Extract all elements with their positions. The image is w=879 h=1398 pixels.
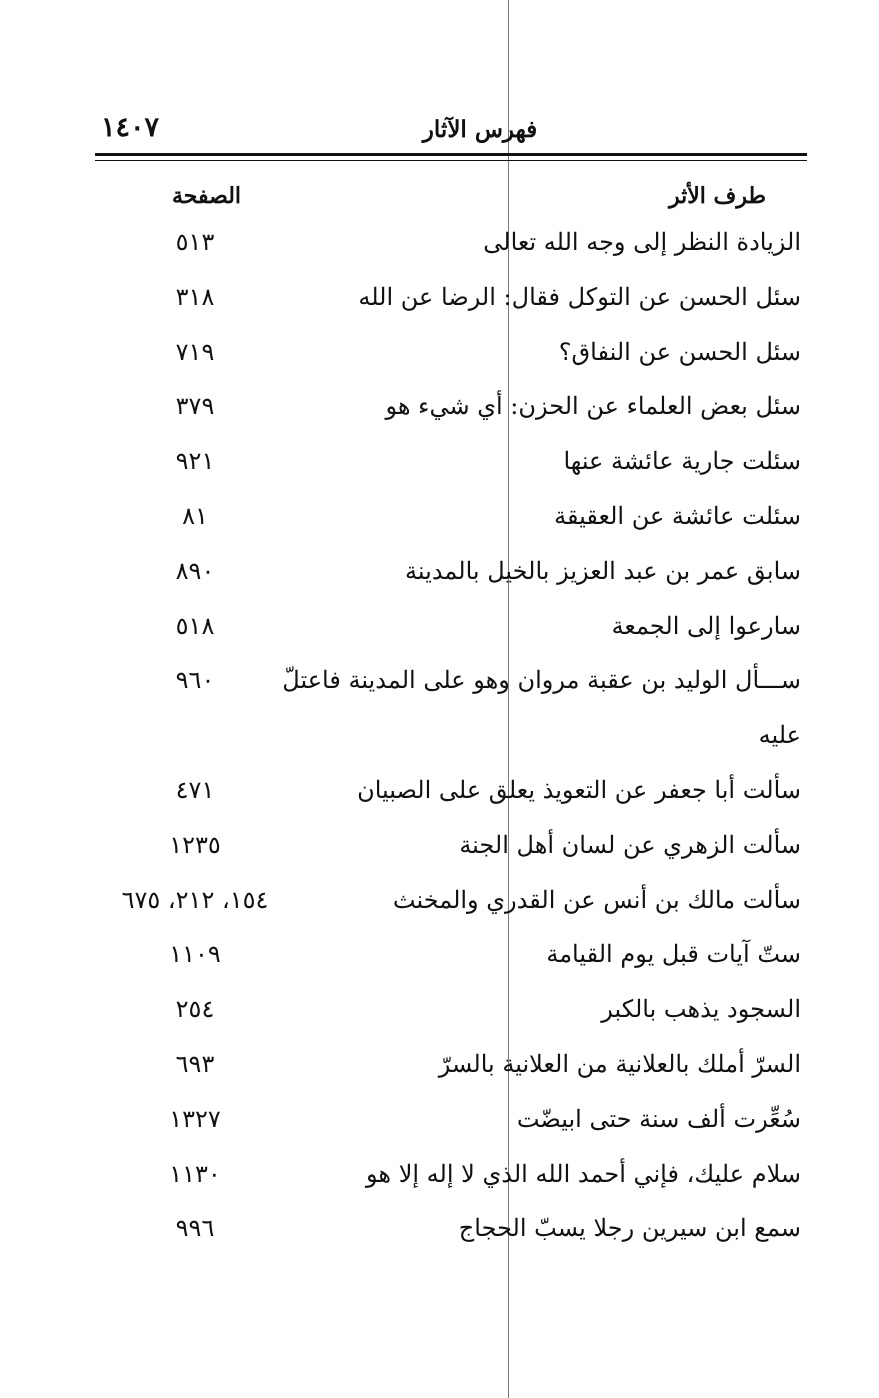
- entry-pages: ٧١٩: [175, 337, 215, 366]
- index-row: [95, 1150, 807, 1205]
- entry-pages: ٩٢١: [175, 447, 215, 476]
- index-row: [95, 602, 807, 657]
- entry-pages: ٢٥٤: [175, 995, 215, 1024]
- running-title: فهرس الآثار: [422, 116, 538, 143]
- entry-text: سئلت جارية عائشة عنها: [563, 447, 801, 476]
- index-row: [95, 656, 807, 711]
- entry-column-heading: طرف الأثر: [668, 183, 766, 209]
- entry-pages: ١١٣٠: [169, 1159, 221, 1188]
- entry-pages: ٨٩٠: [175, 556, 215, 585]
- entry-pages: ١١٠٩: [169, 940, 221, 969]
- index-row: [95, 930, 807, 985]
- entry-text: السجود يذهب بالكبر: [601, 995, 801, 1024]
- entry-text: الزيادة النظر إلى وجه الله تعالى: [483, 228, 801, 256]
- entry-pages: ٤٧١: [175, 775, 215, 804]
- entry-text: عليه: [758, 721, 801, 750]
- entry-pages: ٩٩٦: [175, 1214, 215, 1243]
- entry-text: سمع ابن سيرين رجلا يسبّ الحجاج: [458, 1214, 801, 1243]
- entry-pages: ٥١٣: [175, 228, 215, 256]
- header-rule-thick: [95, 153, 807, 156]
- entry-text: سُعِّرت ألف سنة حتى ابيضّت: [516, 1104, 801, 1133]
- index-row: [95, 328, 807, 383]
- entry-pages: ٣١٨: [175, 282, 215, 311]
- header-rule-thin: [95, 160, 807, 161]
- index-row: [95, 1204, 807, 1259]
- index-row: [95, 437, 807, 492]
- entry-text: سئل الحسن عن التوكل فقال: الرضا عن الله: [358, 282, 801, 311]
- entry-pages: ١٢٣٥: [169, 830, 221, 859]
- index-row: [95, 273, 807, 328]
- index-row: [95, 382, 807, 437]
- entry-text: ســـأل الوليد بن عقبة مروان وهو على المدينة فاعتلّ: [282, 666, 801, 695]
- entry-text: السرّ أملك بالعلانية من العلانية بالسرّ: [438, 1049, 801, 1078]
- entry-text: سلام عليك، فإني أحمد الله الذي لا إله إلا هو: [366, 1159, 801, 1188]
- index-row: [95, 1040, 807, 1095]
- entry-pages: ٨١: [182, 501, 208, 530]
- index-row: [95, 218, 807, 273]
- index-row: [95, 547, 807, 602]
- entry-text: سألت مالك بن أنس عن القدري والمخنث: [392, 885, 801, 914]
- index-row: [95, 985, 807, 1040]
- index-row: [95, 492, 807, 547]
- entry-pages: ١٣٢٧: [169, 1104, 221, 1133]
- page-header: [95, 108, 807, 154]
- entry-text: سئل بعض العلماء عن الحزن: أي شيء هو: [385, 392, 801, 421]
- entry-text: سئل الحسن عن النفاق؟: [558, 337, 801, 366]
- entry-text: سألت الزهري عن لسان أهل الجنة: [459, 830, 801, 859]
- entry-pages: ٥١٨: [175, 611, 215, 640]
- entry-text: سارعوا إلى الجمعة: [611, 611, 801, 640]
- entry-pages: ١٥٤، ٢١٢، ٦٧٥: [121, 885, 269, 914]
- page-column-heading: الصفحة: [172, 183, 242, 209]
- entry-text: سئلت عائشة عن العقيقة: [554, 501, 801, 530]
- entry-pages: ٦٩٣: [175, 1049, 215, 1078]
- index-row-continuation: [95, 711, 807, 766]
- page-number: ١٤٠٧: [101, 112, 160, 143]
- index-row: [95, 1095, 807, 1150]
- entry-text: ستّ آيات قبل يوم القيامة: [546, 940, 801, 969]
- index-row: [95, 766, 807, 821]
- entry-text: سألت أبا جعفر عن التعويذ يعلق على الصبيان: [357, 775, 801, 804]
- entry-pages: ٣٧٩: [175, 392, 215, 421]
- index-row: [95, 821, 807, 876]
- index-row: [95, 876, 807, 931]
- entry-pages: ٩٦٠: [175, 666, 215, 695]
- index-entries: [95, 218, 807, 1259]
- entry-text: سابق عمر بن عبد العزيز بالخيل بالمدينة: [405, 556, 801, 585]
